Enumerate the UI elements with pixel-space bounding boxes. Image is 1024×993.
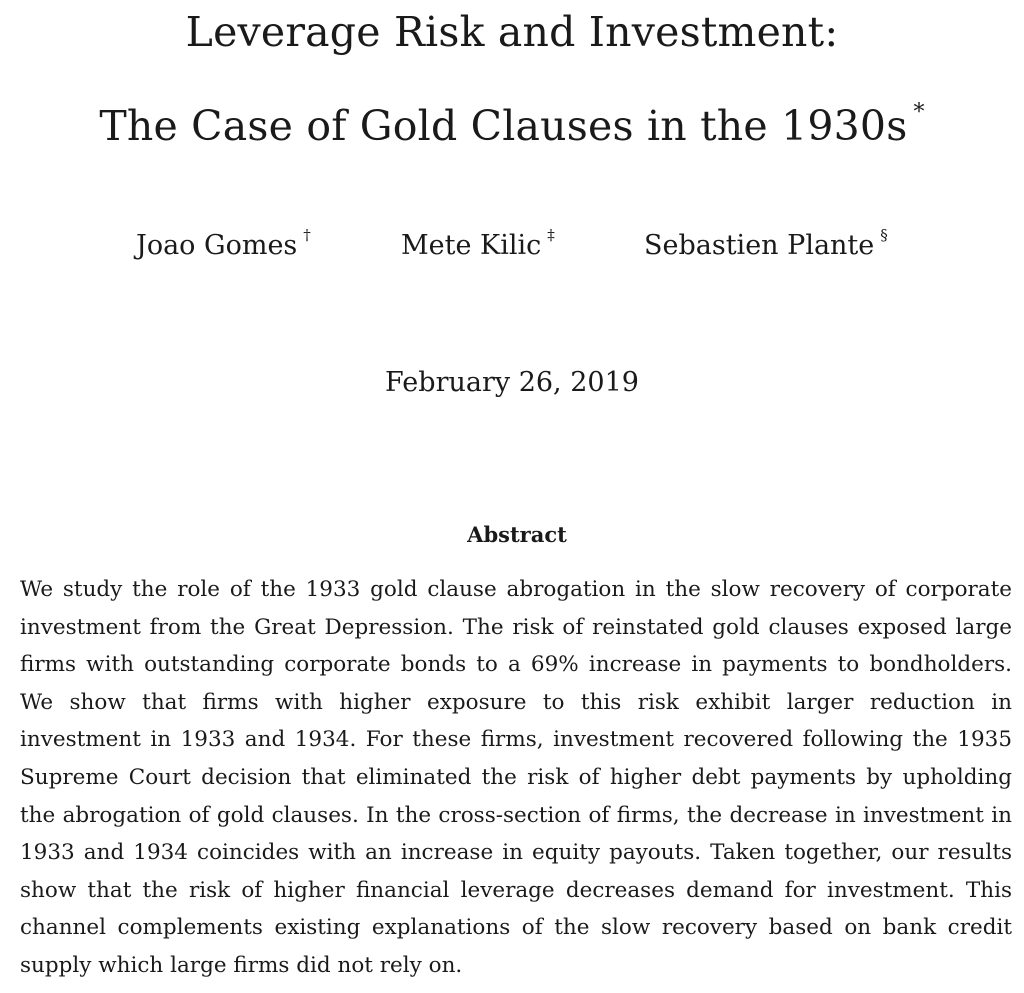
abstract-heading: Abstract	[467, 522, 567, 547]
paper-title-line-2	[0, 100, 1024, 150]
author-plante	[644, 226, 888, 261]
paper-title-line-1: Leverage Risk and Investment:	[185, 8, 839, 56]
abstract-text: We study the role of the 1933 gold clause abrogation in the slow recovery of corporate investment from the Great Depression. The risk of reinstated gold clauses exposed large firms with outstanding corporate bonds to a 69% increase in payments to bondholders. We show that firms with higher exposure to this risk exhibit larger reduction in investment in 1933 and 1934. For these firms, investment recovered following the 1935 Supreme Court decision that eliminated the risk of higher debt payments by upholding the abrogation of gold clauses. In the cross-section of firms, the decrease in investment in 1933 and 1934 coincides with an increase in equity payouts. Taken together, our results show that the risk of higher financial leverage decreases demand for investment. This channel complements existing explanations of the slow recovery based on bank credit supply which large firms did not rely on.	[20, 577, 1012, 978]
publication-date: February 26, 2019	[385, 367, 639, 398]
author-list	[0, 226, 1024, 270]
author-name: Joao Gomes	[136, 230, 298, 261]
author-kilic	[401, 226, 555, 261]
title-footnote-mark: *	[913, 100, 925, 126]
author-gomes	[136, 226, 311, 261]
author-footnote-mark: §	[880, 226, 888, 244]
paper-title-line-2-text: The Case of Gold Clauses in the 1930s	[99, 102, 908, 150]
author-name: Sebastien Plante	[644, 230, 875, 261]
author-name: Mete Kilic	[401, 230, 542, 261]
author-footnote-mark: ‡	[547, 226, 555, 244]
author-footnote-mark: †	[303, 226, 311, 244]
